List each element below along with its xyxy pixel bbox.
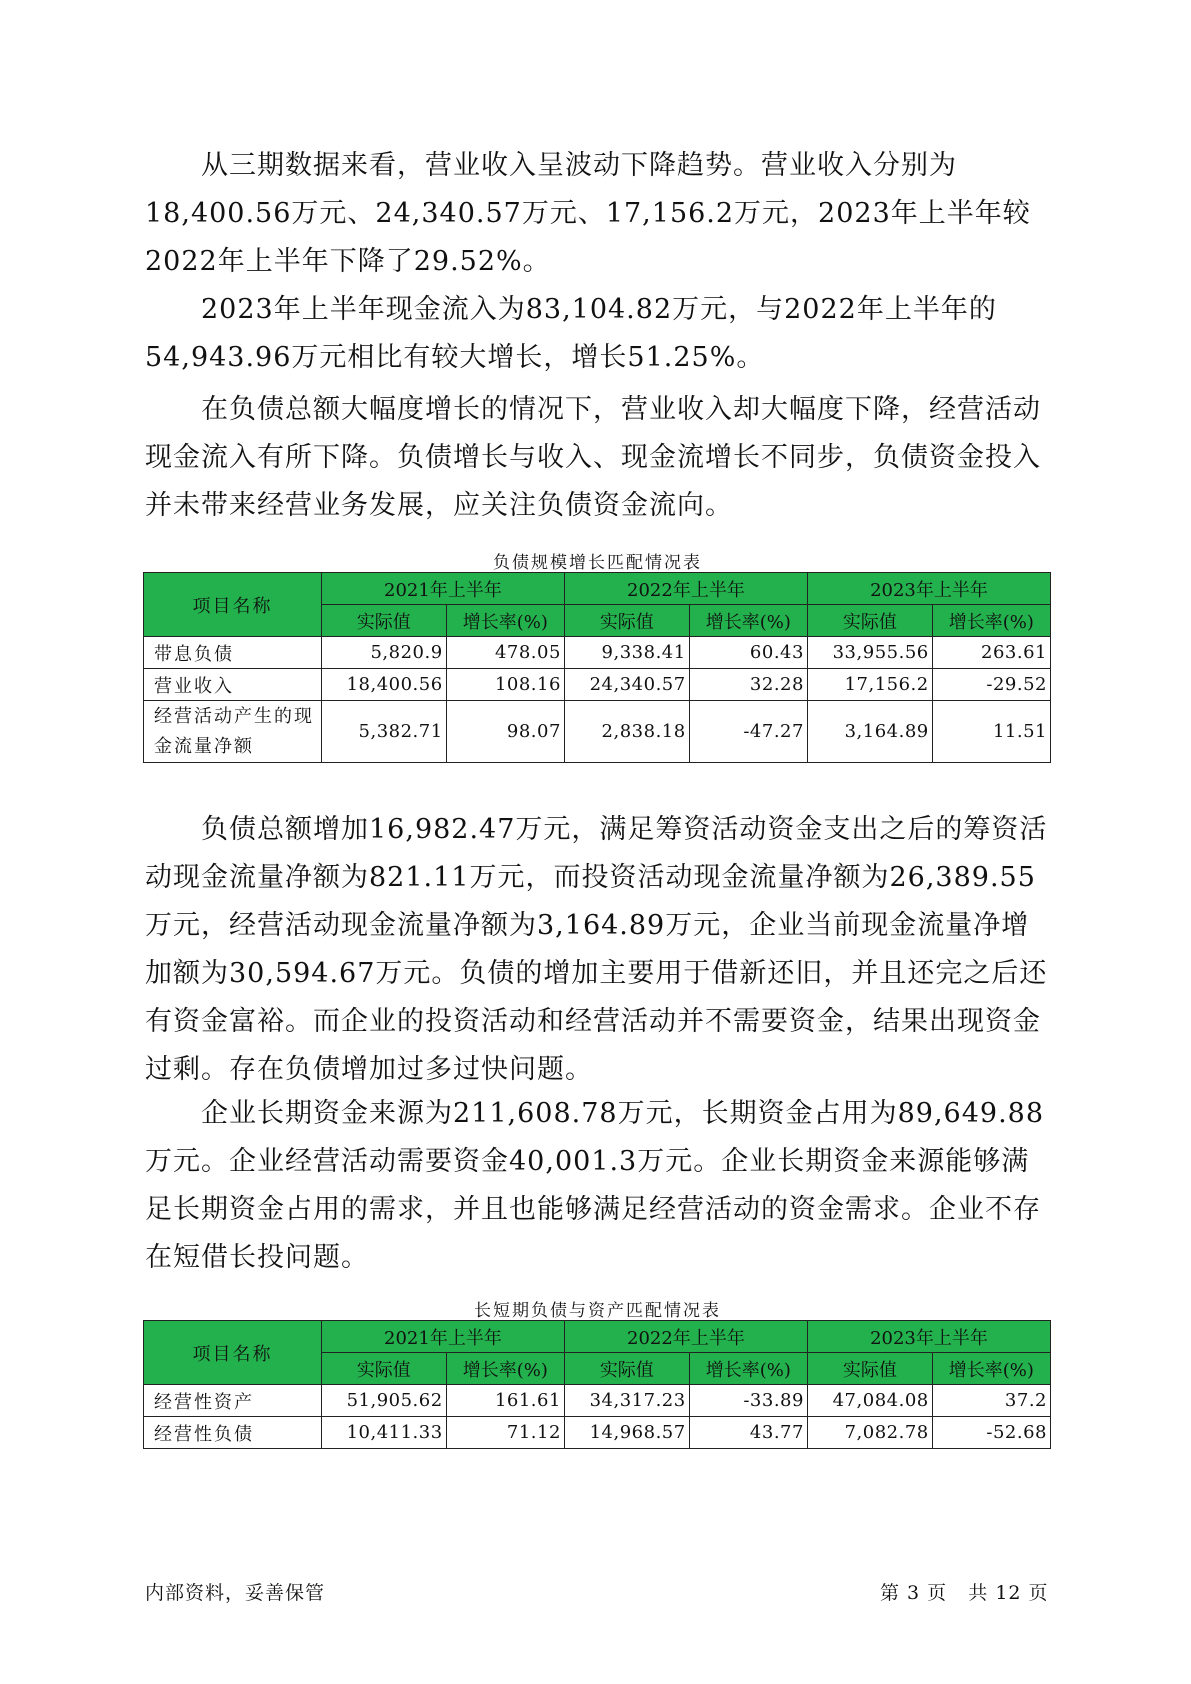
table-row (144, 669, 1051, 701)
header-growth: 增长率(%) (689, 605, 807, 637)
cell-value: 51,905.62 (321, 1385, 446, 1417)
header-actual: 实际值 (807, 1353, 932, 1385)
header-growth: 增长率(%) (446, 1353, 564, 1385)
cell-value: 34,317.23 (564, 1385, 689, 1417)
header-period: 2021年上半年 (321, 573, 564, 605)
row-label: 经营性负债 (144, 1417, 322, 1449)
cell-value: 10,411.33 (321, 1417, 446, 1449)
paragraph-revenue-trend: 从三期数据来看，营业收入呈波动下降趋势。营业收入分别为18,400.56万元、24,340.57万元、17,156.2万元，2023年上半年较2022年上半年下降了29.52%。 (145, 150, 1031, 277)
table-row (144, 701, 1051, 763)
cell-value: -52.68 (932, 1417, 1050, 1449)
cell-value: 3,164.89 (807, 701, 932, 763)
cell-value: 33,955.56 (807, 637, 932, 669)
row-label: 经营性资产 (144, 1385, 322, 1417)
paragraph-debt-increase: 负债总额增加16,982.47万元，满足筹资活动资金支出之后的筹资活动现金流量净额为821.11万元，而投资活动现金流量净额为26,389.55万元，经营活动现金流量净额为3,164.89万元，企业当前现金流量净增加额为30,594.67万元。负债的增加主要用于借新还旧，并且还完之后还有资金富裕。而企业的投资活动和经营活动并不需要资金，结果出现资金过剩。存在负债增加过多过快问题。 (145, 814, 1048, 1085)
cell-value: 11.51 (932, 701, 1050, 763)
header-growth: 增长率(%) (932, 1353, 1050, 1385)
cell-value: 161.61 (446, 1385, 564, 1417)
header-period: 2023年上半年 (807, 573, 1050, 605)
cell-value: 2,838.18 (564, 701, 689, 763)
table-row (144, 1385, 1051, 1417)
footer-page-number: 第 3 页 共 12 页 (880, 1582, 1049, 1604)
cell-value: 60.43 (689, 637, 807, 669)
header-actual: 实际值 (564, 605, 689, 637)
debt-growth-table (143, 572, 1051, 763)
header-period: 2023年上半年 (807, 1321, 1050, 1353)
header-item-name: 项目名称 (144, 1321, 322, 1385)
row-label: 营业收入 (144, 669, 322, 701)
table-row (144, 1417, 1051, 1449)
footer-confidential-note: 内部资料，妥善保管 (145, 1582, 326, 1604)
cell-value: 47,084.08 (807, 1385, 932, 1417)
header-growth: 增长率(%) (932, 605, 1050, 637)
table2-caption: 长短期负债与资产匹配情况表 (474, 1301, 721, 1321)
cell-value: 478.05 (446, 637, 564, 669)
cell-value: 32.28 (689, 669, 807, 701)
row-label: 经营活动产生的现金流量净额 (144, 701, 322, 763)
cell-value: 18,400.56 (321, 669, 446, 701)
cell-value: 17,156.2 (807, 669, 932, 701)
header-growth: 增长率(%) (689, 1353, 807, 1385)
paragraph-debt-analysis: 在负债总额大幅度增长的情况下，营业收入却大幅度下降，经营活动现金流入有所下降。负债增长与收入、现金流增长不同步，负债资金投入并未带来经营业务发展，应关注负债资金流向。 (145, 394, 1041, 521)
cell-value: 5,382.71 (321, 701, 446, 763)
cell-value: -33.89 (689, 1385, 807, 1417)
cell-value: -29.52 (932, 669, 1050, 701)
header-period: 2022年上半年 (564, 1321, 807, 1353)
row-label: 带息负债 (144, 637, 322, 669)
header-actual: 实际值 (321, 605, 446, 637)
header-actual: 实际值 (321, 1353, 446, 1385)
cell-value: 7,082.78 (807, 1417, 932, 1449)
cell-value: 5,820.9 (321, 637, 446, 669)
cell-value: 9,338.41 (564, 637, 689, 669)
header-actual: 实际值 (807, 605, 932, 637)
cell-value: 263.61 (932, 637, 1050, 669)
header-actual: 实际值 (564, 1353, 689, 1385)
table-row (144, 637, 1051, 669)
cell-value: 43.77 (689, 1417, 807, 1449)
header-growth: 增长率(%) (446, 605, 564, 637)
paragraph-long-term-funds: 企业长期资金来源为211,608.78万元，长期资金占用为89,649.88万元。企业经营活动需要资金40,001.3万元。企业长期资金来源能够满足长期资金占用的需求，并且也能够满足经营活动的资金需求。企业不存在短借长投问题。 (145, 1098, 1045, 1273)
cell-value: 37.2 (932, 1385, 1050, 1417)
cell-value: 108.16 (446, 669, 564, 701)
header-item-name: 项目名称 (144, 573, 322, 637)
cell-value: 98.07 (446, 701, 564, 763)
debt-asset-match-table (143, 1320, 1051, 1449)
cell-value: -47.27 (689, 701, 807, 763)
header-period: 2021年上半年 (321, 1321, 564, 1353)
cell-value: 24,340.57 (564, 669, 689, 701)
cell-value: 14,968.57 (564, 1417, 689, 1449)
paragraph-cash-inflow: 2023年上半年现金流入为83,104.82万元，与2022年上半年的54,943.96万元相比有较大增长，增长51.25%。 (145, 294, 997, 373)
header-period: 2022年上半年 (564, 573, 807, 605)
cell-value: 71.12 (446, 1417, 564, 1449)
table1-caption: 负债规模增长匹配情况表 (493, 553, 702, 573)
